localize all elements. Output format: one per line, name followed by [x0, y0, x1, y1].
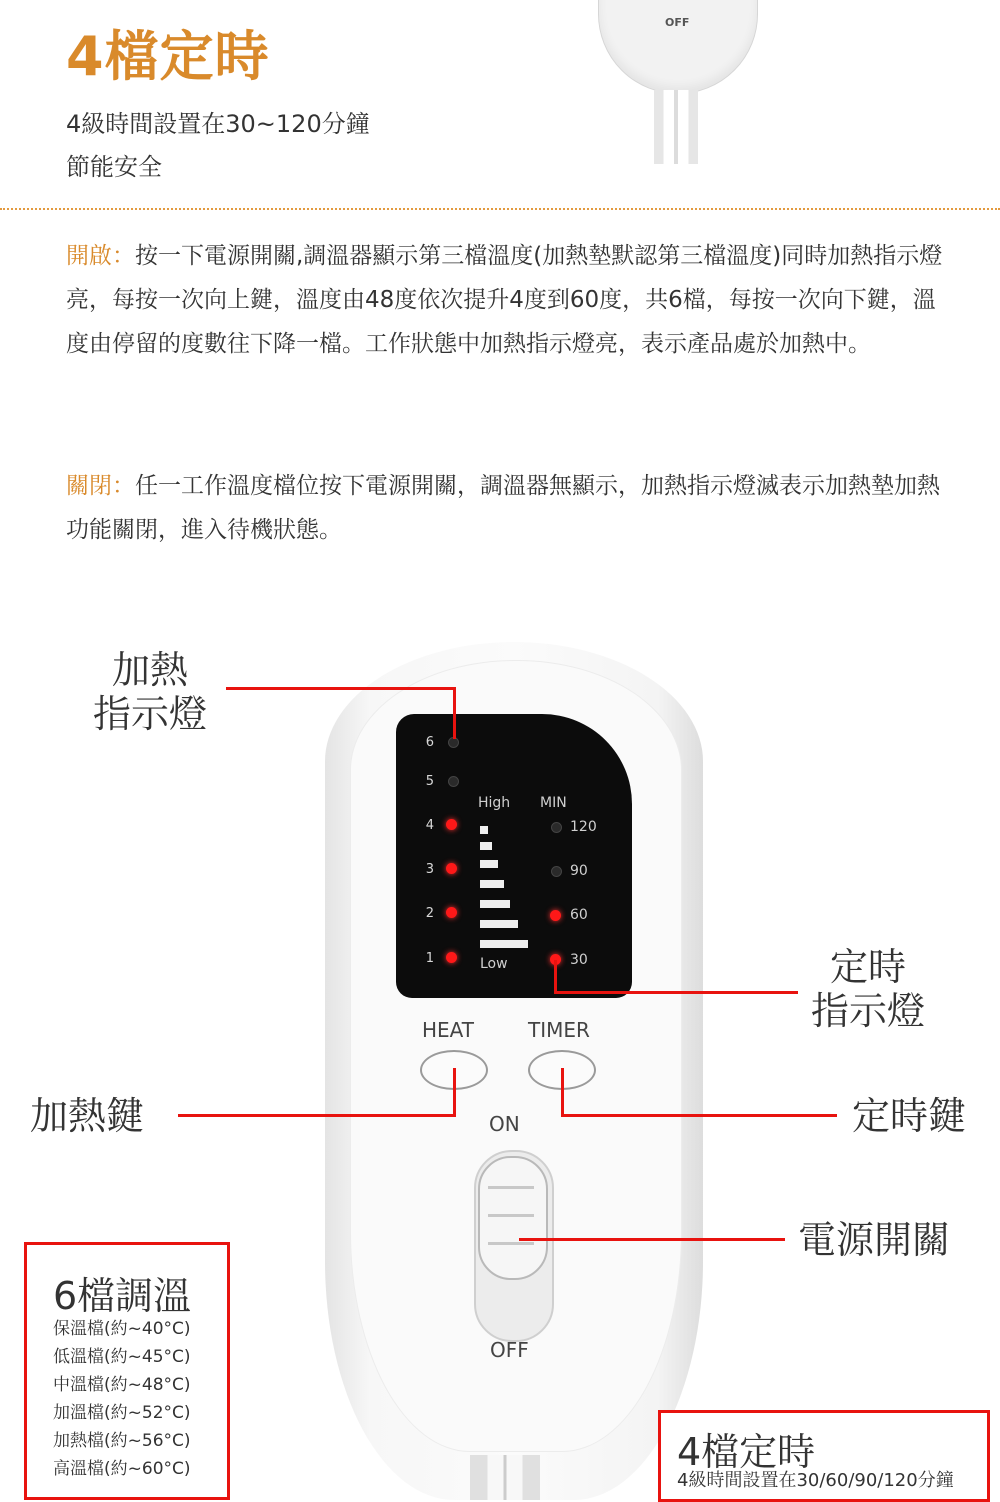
high-label: High [478, 795, 511, 811]
paragraph-on-text: 按一下電源開關,調溫器顯示第三檔溫度(加熱墊默認第三檔溫度)同時加熱指示燈亮，每按一次向上鍵，溫度由48度依次提升4度到60度，共6檔，每按一次向下鍵，溫度由停留的度數往下降一檔。工作狀態中加熱指示燈亮，表示產品處於加熱中。 [66, 243, 943, 357]
temperature-item: 低溫檔(約~45°C) [53, 1347, 191, 1367]
temperature-list [53, 1315, 191, 1483]
off-label: OFF [490, 1338, 529, 1362]
level-4-led [446, 819, 457, 830]
callout-line [554, 991, 798, 994]
callout-timer-key: 定時鍵 [852, 1094, 967, 1138]
callout-timer-indicator: 定時 指示燈 [810, 945, 925, 1033]
remote-fragment-cable [654, 90, 698, 164]
remote-fragment-image [598, 0, 758, 94]
level-3-led [446, 863, 457, 874]
paragraph-off [66, 464, 956, 552]
timer-box-title: 4檔定時 [677, 1430, 816, 1474]
level-bar-2 [480, 900, 510, 908]
timer-90-label: 90 [570, 863, 588, 879]
temperature-item: 中溫檔(約~48°C) [53, 1375, 191, 1395]
on-label: ON [489, 1112, 520, 1136]
switch-grip-line [488, 1242, 534, 1245]
timer-30-label: 30 [570, 952, 588, 968]
paragraph-off-keyword: 關閉： [66, 473, 135, 499]
callout-line [178, 1114, 456, 1117]
timer-60-label: 60 [570, 907, 588, 923]
level-5-led [448, 776, 459, 787]
level-2-led [446, 907, 457, 918]
level-5-label: 5 [425, 774, 434, 789]
timer-120-led [551, 822, 562, 833]
callout-line [519, 1238, 785, 1241]
level-bar-6 [480, 826, 488, 834]
callout-power-switch: 電源開關 [798, 1218, 951, 1262]
header-subtitle-line1: 4級時間設置在30~120分鐘 [66, 110, 370, 138]
temperature-item: 保溫檔(約~40°C) [53, 1319, 191, 1339]
level-4-label: 4 [425, 818, 434, 833]
switch-grip-line [488, 1214, 534, 1217]
power-switch[interactable] [478, 1156, 548, 1280]
level-bar-5 [480, 842, 492, 850]
timer-key-label: TIMER [528, 1018, 590, 1042]
callout-line [453, 1068, 456, 1117]
callout-line [226, 687, 456, 690]
temperature-box-title: 6檔調溫 [53, 1274, 192, 1318]
heat-key-label: HEAT [422, 1018, 475, 1042]
paragraph-on [66, 234, 956, 366]
level-2-label: 2 [425, 906, 434, 921]
header-subtitle-line2: 節能安全 [66, 153, 162, 181]
level-bar-1 [480, 920, 518, 928]
temperature-levels-box [24, 1242, 230, 1500]
level-1-led [446, 952, 457, 963]
page-title: 4檔定時 [66, 25, 270, 88]
level-bar-4 [480, 860, 498, 868]
callout-line [554, 960, 557, 994]
paragraph-on-keyword: 開啟： [66, 243, 135, 269]
callout-line [561, 1068, 564, 1117]
remote-cable [470, 1455, 540, 1500]
timer-60-led [550, 910, 561, 921]
callout-heat-key: 加熱鍵 [30, 1094, 145, 1138]
callout-heat-indicator: 加熱 指示燈 [92, 648, 207, 736]
level-3-label: 3 [425, 862, 434, 877]
low-label: Low [480, 956, 508, 972]
section-divider [0, 208, 1000, 210]
temperature-item: 加熱檔(約~56°C) [53, 1431, 191, 1451]
timer-levels-box [658, 1410, 990, 1502]
timer-90-led [551, 866, 562, 877]
level-6-label: 6 [425, 735, 434, 750]
temperature-item: 加溫檔(約~52°C) [53, 1403, 191, 1423]
temperature-item: 高溫檔(約~60°C) [53, 1459, 191, 1479]
callout-line [453, 687, 456, 739]
callout-line [561, 1114, 837, 1117]
remote-fragment-off-label: OFF [665, 16, 690, 29]
min-label: MIN [540, 795, 567, 811]
timer-120-label: 120 [570, 819, 597, 835]
level-bar-0 [480, 940, 528, 948]
level-1-label: 1 [425, 951, 434, 966]
paragraph-off-text: 任一工作溫度檔位按下電源開關，調溫器無顯示，加熱指示燈滅表示加熱墊加熱功能關閉，進入待機狀態。 [66, 473, 940, 543]
switch-grip-line [488, 1186, 534, 1189]
level-bar-3 [480, 880, 504, 888]
timer-box-subtitle: 4級時間設置在30/60/90/120分鐘 [677, 1470, 954, 1491]
